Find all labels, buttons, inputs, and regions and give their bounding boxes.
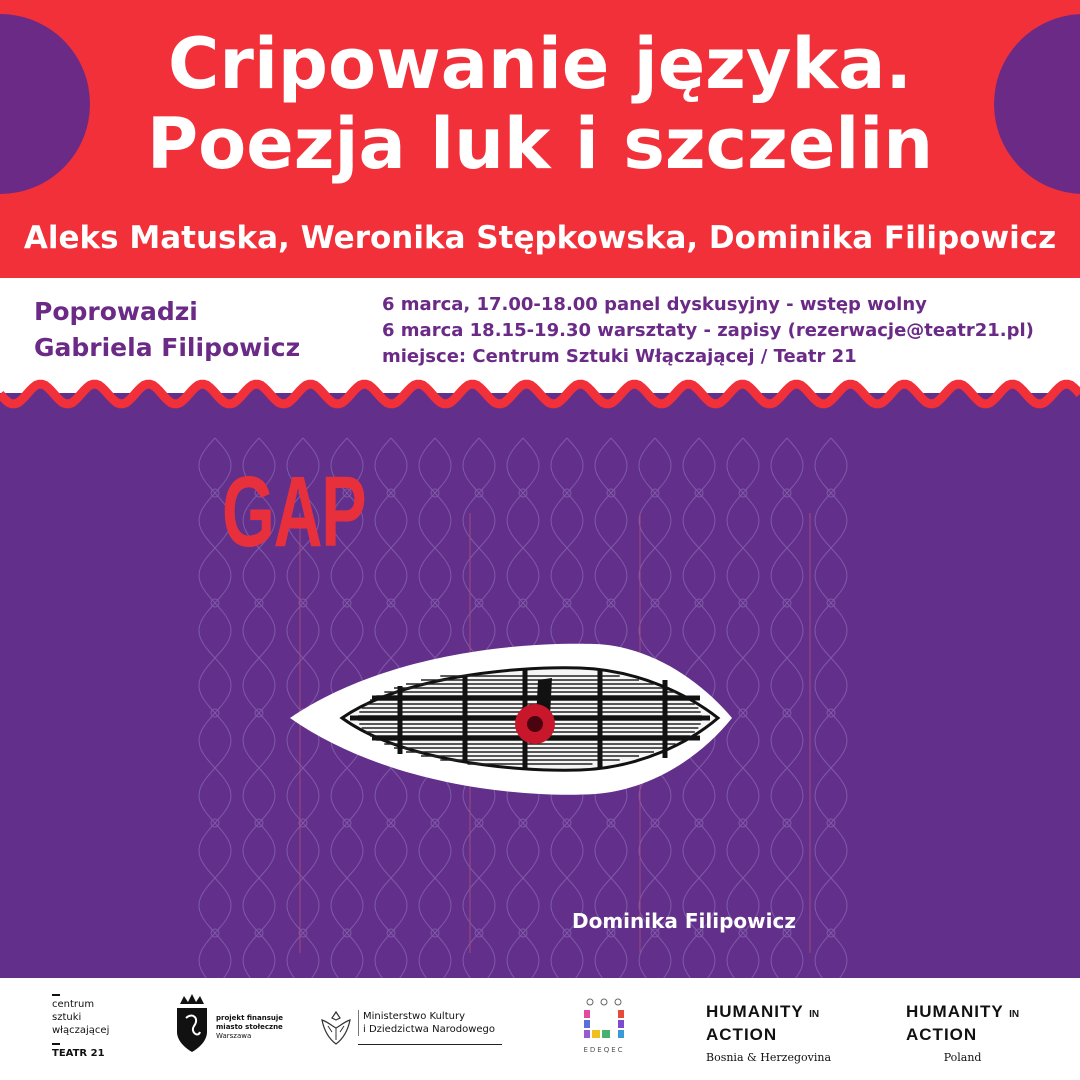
footer-logos — [0, 978, 1080, 1080]
host-label: Poprowadzi — [34, 297, 198, 326]
csw-line-2: sztuki — [52, 1012, 82, 1023]
csw-teatr21-logo — [52, 994, 109, 1060]
eagle-emblem-icon — [318, 1008, 354, 1048]
csw-line-3: włączającej — [52, 1025, 110, 1036]
event-details — [382, 292, 1034, 370]
wavy-border — [0, 370, 1080, 420]
title-line-1: Cripowanie języka. — [168, 23, 912, 105]
hia-poland-logo — [906, 1002, 1019, 1064]
detail-workshop: 6 marca 18.15-19.30 warsztaty - zapisy (rezerwacje@teatr21.pl) — [382, 320, 1034, 341]
header-banner — [0, 0, 1080, 278]
edeqec-label: EDEQEC — [583, 1046, 625, 1054]
hia-bosnia-country: Bosnia & Herzegovina — [706, 1051, 832, 1064]
authors-line: Aleks Matuska, Weronika Stępkowska, Dominika Filipowicz — [23, 220, 1057, 256]
warsaw-crest-icon — [174, 994, 210, 1052]
hia-bosnia-line-1: HUMANITY IN — [706, 1002, 820, 1021]
hia-bosnia-line-2: ACTION — [706, 1025, 778, 1044]
host-name: Gabriela Filipowicz — [34, 333, 301, 362]
event-title — [0, 24, 1080, 184]
illustration-credit: Dominika Filipowicz — [572, 909, 797, 933]
warsaw-line-3: Warszawa — [216, 1032, 252, 1040]
edeqec-blocks-icon — [582, 998, 626, 1042]
teatr21-label: TEATR 21 — [52, 1048, 105, 1059]
hia-poland-country: Poland — [943, 1051, 982, 1064]
edeqec-logo — [582, 998, 626, 1055]
warsaw-line-1: projekt finansuje — [216, 1014, 284, 1022]
detail-venue: miejsce: Centrum Sztuki Włączającej / Teatr 21 — [382, 346, 857, 367]
eye-boat-illustration — [280, 620, 740, 820]
warsaw-line-2: miasto stołeczne — [216, 1023, 283, 1031]
ministry-line-1: Ministerstwo Kultury — [363, 1011, 465, 1022]
detail-panel: 6 marca, 17.00-18.00 panel dyskusyjny - wstęp wolny — [382, 294, 927, 315]
ministry-line-2: i Dziedzictwa Narodowego — [363, 1024, 495, 1035]
hia-bosnia-logo — [706, 1002, 831, 1064]
title-line-2: Poezja luk i szczelin — [146, 103, 934, 185]
book-title-gap: GAP — [222, 456, 366, 568]
host-block — [34, 294, 300, 366]
hia-poland-line-1: HUMANITY IN — [906, 1002, 1020, 1021]
csw-line-1: centrum — [52, 999, 95, 1010]
hia-poland-line-2: ACTION — [906, 1025, 978, 1044]
